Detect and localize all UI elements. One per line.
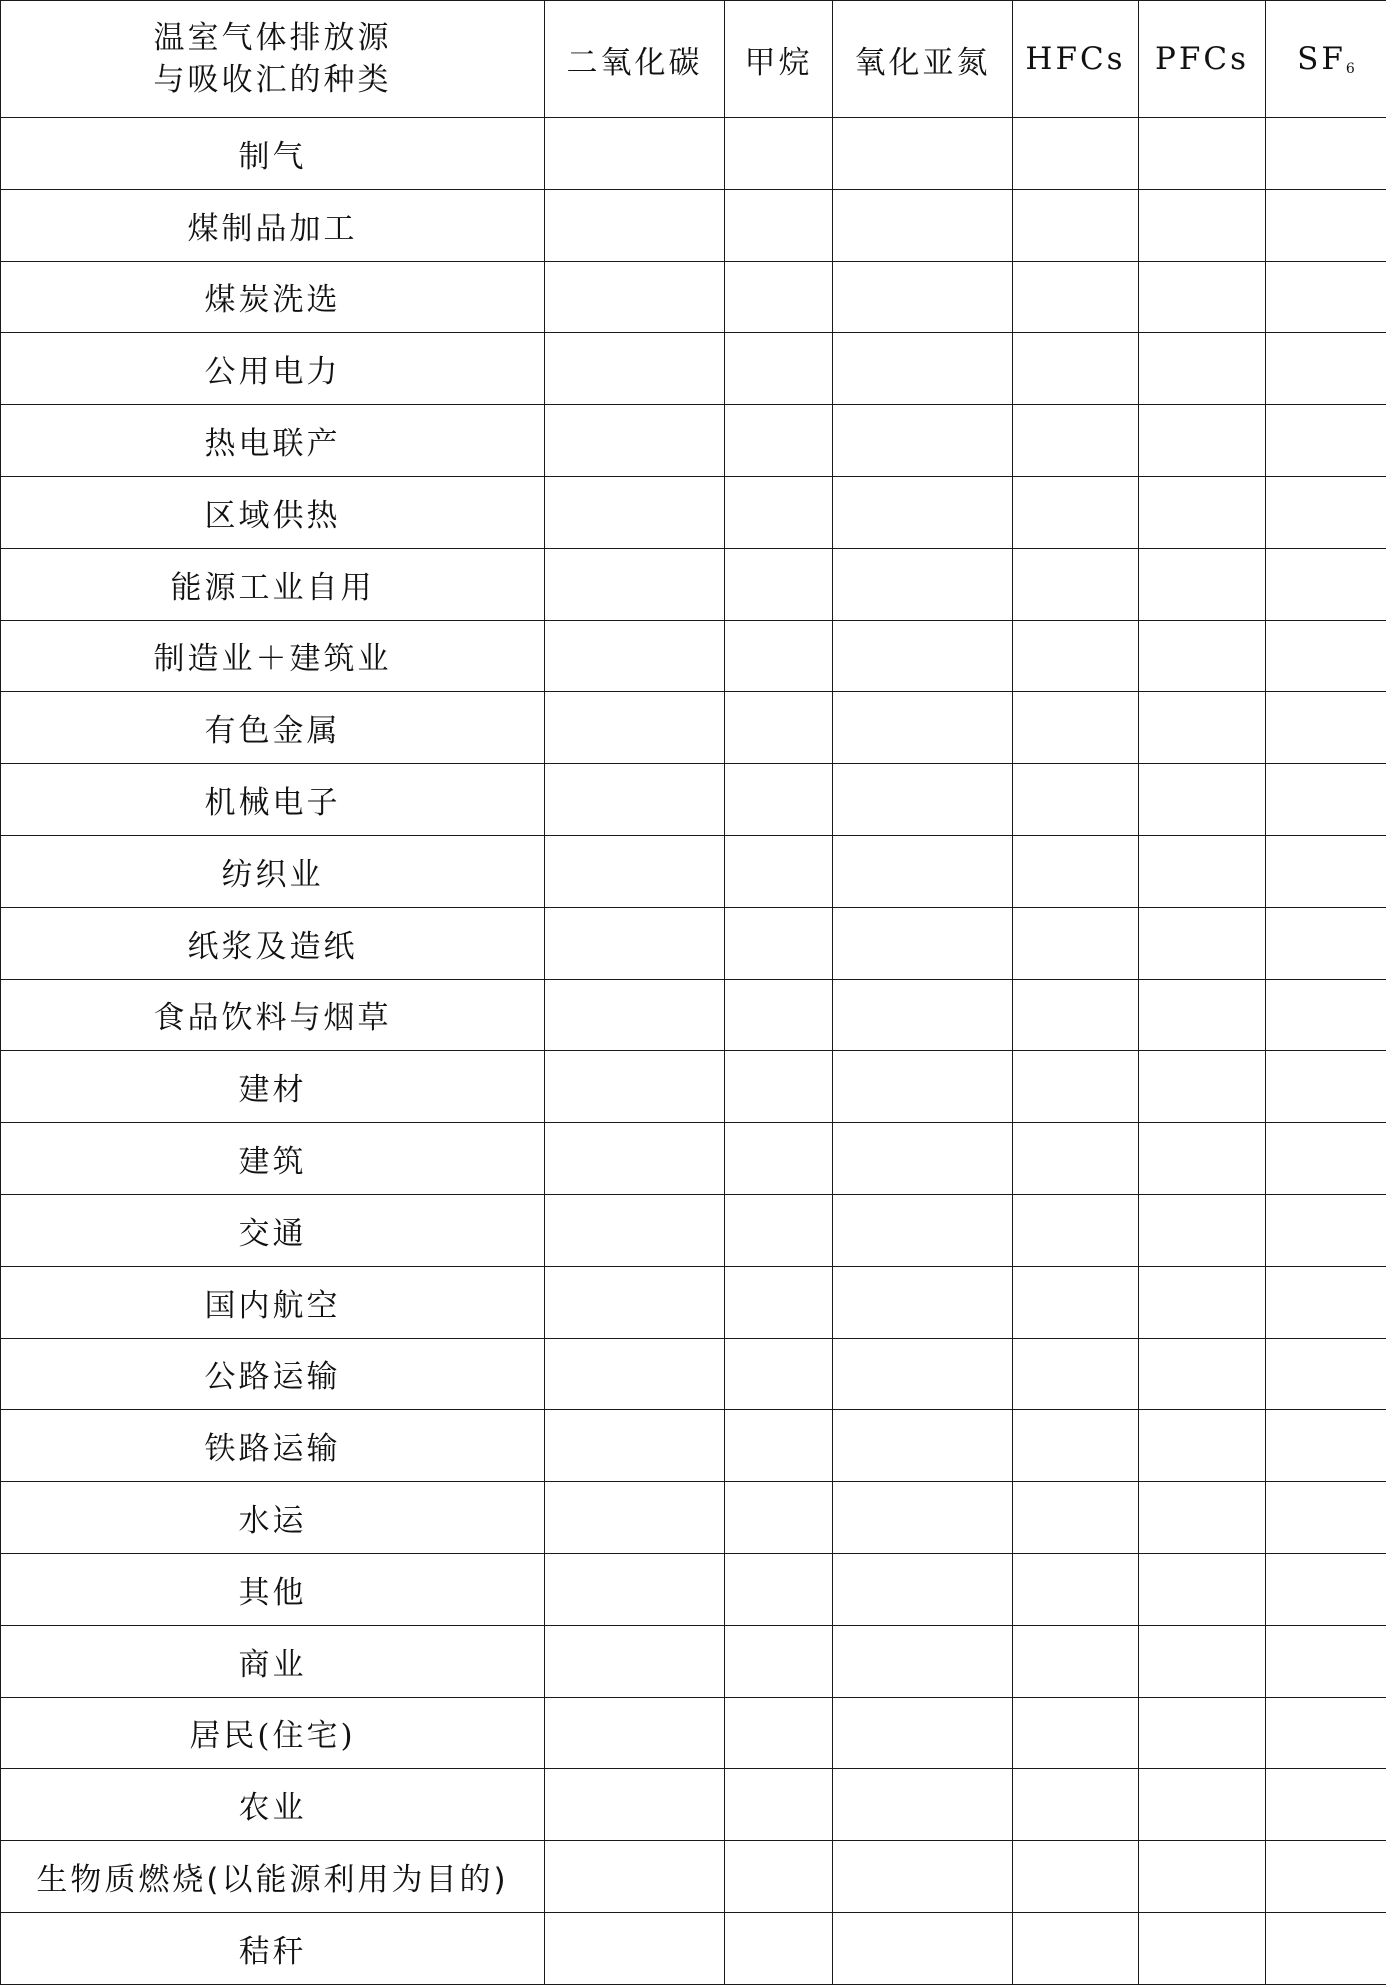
cell-pfcs bbox=[1139, 1841, 1266, 1913]
category-header bbox=[1, 1, 545, 118]
cell-n2o bbox=[833, 1266, 1013, 1338]
cell-n2o bbox=[833, 1841, 1013, 1913]
cell-n2o bbox=[833, 1410, 1013, 1482]
cell-ch4 bbox=[725, 1697, 833, 1769]
cell-co2 bbox=[545, 118, 725, 190]
section-label: 生物质燃烧(以能源利用为目的) bbox=[1, 1841, 545, 1913]
cell-sf6 bbox=[1266, 907, 1386, 979]
cell-ch4 bbox=[725, 1051, 833, 1123]
table-row bbox=[1, 1194, 1386, 1266]
row-label: 有色金属 bbox=[1, 692, 545, 764]
cell-ch4 bbox=[725, 979, 833, 1051]
section-label: 商业 bbox=[1, 1625, 545, 1697]
cell-hfcs bbox=[1013, 333, 1139, 405]
cell-n2o bbox=[833, 189, 1013, 261]
cell-co2 bbox=[545, 1410, 725, 1482]
cell-ch4 bbox=[725, 1338, 833, 1410]
cell-n2o bbox=[833, 979, 1013, 1051]
cell-sf6 bbox=[1266, 1194, 1386, 1266]
cell-co2 bbox=[545, 333, 725, 405]
table-row bbox=[1, 405, 1386, 477]
cell-hfcs bbox=[1013, 692, 1139, 764]
cell-hfcs bbox=[1013, 189, 1139, 261]
cell-co2 bbox=[545, 1625, 725, 1697]
cell-sf6 bbox=[1266, 1482, 1386, 1554]
cell-hfcs bbox=[1013, 1841, 1139, 1913]
cell-pfcs bbox=[1139, 1912, 1266, 1984]
row-label: 煤炭洗选 bbox=[1, 261, 545, 333]
cell-sf6 bbox=[1266, 189, 1386, 261]
row-label: 能源工业自用 bbox=[1, 548, 545, 620]
row-label: 纺织业 bbox=[1, 835, 545, 907]
cell-hfcs bbox=[1013, 1697, 1139, 1769]
cell-ch4 bbox=[725, 1841, 833, 1913]
table-row bbox=[1, 692, 1386, 764]
cell-pfcs bbox=[1139, 1625, 1266, 1697]
cell-co2 bbox=[545, 476, 725, 548]
cell-pfcs bbox=[1139, 118, 1266, 190]
cell-pfcs bbox=[1139, 189, 1266, 261]
cell-sf6 bbox=[1266, 333, 1386, 405]
row-label: 公路运输 bbox=[1, 1338, 545, 1410]
cell-pfcs bbox=[1139, 979, 1266, 1051]
cell-n2o bbox=[833, 405, 1013, 477]
cell-n2o bbox=[833, 835, 1013, 907]
cell-sf6 bbox=[1266, 1051, 1386, 1123]
table-row bbox=[1, 476, 1386, 548]
row-label: 纸浆及造纸 bbox=[1, 907, 545, 979]
cell-ch4 bbox=[725, 405, 833, 477]
cell-co2 bbox=[545, 1553, 725, 1625]
cell-sf6 bbox=[1266, 620, 1386, 692]
cell-pfcs bbox=[1139, 764, 1266, 836]
section-label: 制造业＋建筑业 bbox=[1, 620, 545, 692]
cell-co2 bbox=[545, 692, 725, 764]
cell-ch4 bbox=[725, 476, 833, 548]
cell-pfcs bbox=[1139, 1482, 1266, 1554]
row-label: 机械电子 bbox=[1, 764, 545, 836]
cell-ch4 bbox=[725, 1553, 833, 1625]
table-row bbox=[1, 1051, 1386, 1123]
cell-co2 bbox=[545, 189, 725, 261]
cell-ch4 bbox=[725, 692, 833, 764]
cell-co2 bbox=[545, 620, 725, 692]
table-body bbox=[1, 118, 1386, 1985]
cell-n2o bbox=[833, 1123, 1013, 1195]
cell-co2 bbox=[545, 261, 725, 333]
gas-header-n2o: 氧化亚氮 bbox=[833, 1, 1013, 118]
cell-hfcs bbox=[1013, 1553, 1139, 1625]
cell-co2 bbox=[545, 1123, 725, 1195]
table-row bbox=[1, 764, 1386, 836]
row-label: 建材 bbox=[1, 1051, 545, 1123]
cell-co2 bbox=[545, 1338, 725, 1410]
cell-pfcs bbox=[1139, 1338, 1266, 1410]
table-row bbox=[1, 118, 1386, 190]
row-label: 食品饮料与烟草 bbox=[1, 979, 545, 1051]
cell-ch4 bbox=[725, 333, 833, 405]
cell-pfcs bbox=[1139, 692, 1266, 764]
category-header-line1: 温室气体排放源 bbox=[153, 20, 392, 56]
cell-n2o bbox=[833, 261, 1013, 333]
cell-sf6 bbox=[1266, 1338, 1386, 1410]
cell-n2o bbox=[833, 1338, 1013, 1410]
table-row bbox=[1, 1123, 1386, 1195]
cell-n2o bbox=[833, 764, 1013, 836]
table-row bbox=[1, 1625, 1386, 1697]
header-row bbox=[1, 1, 1386, 118]
cell-co2 bbox=[545, 1697, 725, 1769]
cell-ch4 bbox=[725, 1123, 833, 1195]
row-label: 农业 bbox=[1, 1769, 545, 1841]
cell-hfcs bbox=[1013, 907, 1139, 979]
row-label: 居民(住宅) bbox=[1, 1697, 545, 1769]
category-header-line2: 与吸收汇的种类 bbox=[153, 62, 392, 98]
cell-n2o bbox=[833, 620, 1013, 692]
cell-co2 bbox=[545, 1912, 725, 1984]
cell-hfcs bbox=[1013, 261, 1139, 333]
cell-hfcs bbox=[1013, 1123, 1139, 1195]
row-label: 热电联产 bbox=[1, 405, 545, 477]
gas-header-sf6 bbox=[1266, 1, 1386, 118]
cell-n2o bbox=[833, 1625, 1013, 1697]
row-label: 秸秆 bbox=[1, 1912, 545, 1984]
table-row bbox=[1, 1769, 1386, 1841]
cell-pfcs bbox=[1139, 261, 1266, 333]
cell-hfcs bbox=[1013, 1410, 1139, 1482]
cell-hfcs bbox=[1013, 1482, 1139, 1554]
cell-co2 bbox=[545, 835, 725, 907]
cell-hfcs bbox=[1013, 1051, 1139, 1123]
row-label: 制气 bbox=[1, 118, 545, 190]
cell-pfcs bbox=[1139, 835, 1266, 907]
row-label: 其他 bbox=[1, 1553, 545, 1625]
cell-sf6 bbox=[1266, 405, 1386, 477]
cell-pfcs bbox=[1139, 548, 1266, 620]
cell-co2 bbox=[545, 979, 725, 1051]
table-row bbox=[1, 333, 1386, 405]
cell-pfcs bbox=[1139, 1051, 1266, 1123]
table-row bbox=[1, 1266, 1386, 1338]
cell-sf6 bbox=[1266, 118, 1386, 190]
cell-n2o bbox=[833, 1769, 1013, 1841]
cell-n2o bbox=[833, 476, 1013, 548]
table-row bbox=[1, 1697, 1386, 1769]
cell-pfcs bbox=[1139, 1769, 1266, 1841]
cell-co2 bbox=[545, 1769, 725, 1841]
cell-hfcs bbox=[1013, 1338, 1139, 1410]
cell-hfcs bbox=[1013, 764, 1139, 836]
cell-hfcs bbox=[1013, 405, 1139, 477]
table-row bbox=[1, 1338, 1386, 1410]
cell-sf6 bbox=[1266, 1410, 1386, 1482]
row-label: 国内航空 bbox=[1, 1266, 545, 1338]
cell-sf6 bbox=[1266, 1123, 1386, 1195]
cell-co2 bbox=[545, 907, 725, 979]
row-label: 区域供热 bbox=[1, 476, 545, 548]
cell-n2o bbox=[833, 333, 1013, 405]
cell-sf6 bbox=[1266, 835, 1386, 907]
gas-header-pfcs: PFCs bbox=[1139, 1, 1266, 118]
cell-pfcs bbox=[1139, 405, 1266, 477]
cell-hfcs bbox=[1013, 548, 1139, 620]
cell-sf6 bbox=[1266, 1841, 1386, 1913]
cell-ch4 bbox=[725, 1912, 833, 1984]
cell-n2o bbox=[833, 548, 1013, 620]
cell-ch4 bbox=[725, 548, 833, 620]
table-row bbox=[1, 1482, 1386, 1554]
cell-sf6 bbox=[1266, 1266, 1386, 1338]
cell-ch4 bbox=[725, 1769, 833, 1841]
cell-pfcs bbox=[1139, 1410, 1266, 1482]
cell-hfcs bbox=[1013, 118, 1139, 190]
table-row bbox=[1, 548, 1386, 620]
cell-n2o bbox=[833, 907, 1013, 979]
cell-ch4 bbox=[725, 261, 833, 333]
cell-co2 bbox=[545, 1841, 725, 1913]
cell-n2o bbox=[833, 1194, 1013, 1266]
row-label: 公用电力 bbox=[1, 333, 545, 405]
table-row bbox=[1, 1841, 1386, 1913]
row-label: 水运 bbox=[1, 1482, 545, 1554]
cell-co2 bbox=[545, 405, 725, 477]
cell-sf6 bbox=[1266, 1769, 1386, 1841]
cell-sf6 bbox=[1266, 1912, 1386, 1984]
cell-sf6 bbox=[1266, 1625, 1386, 1697]
cell-pfcs bbox=[1139, 333, 1266, 405]
cell-hfcs bbox=[1013, 1266, 1139, 1338]
cell-pfcs bbox=[1139, 1553, 1266, 1625]
cell-pfcs bbox=[1139, 1266, 1266, 1338]
row-label: 煤制品加工 bbox=[1, 189, 545, 261]
gas-header-co2: 二氧化碳 bbox=[545, 1, 725, 118]
table-row bbox=[1, 1553, 1386, 1625]
cell-sf6 bbox=[1266, 764, 1386, 836]
gas-header-sf6-subscript: 6 bbox=[1345, 61, 1355, 77]
cell-n2o bbox=[833, 118, 1013, 190]
cell-co2 bbox=[545, 764, 725, 836]
cell-co2 bbox=[545, 1194, 725, 1266]
cell-n2o bbox=[833, 692, 1013, 764]
cell-ch4 bbox=[725, 1266, 833, 1338]
table-row bbox=[1, 835, 1386, 907]
section-label: 交通 bbox=[1, 1194, 545, 1266]
cell-sf6 bbox=[1266, 548, 1386, 620]
cell-hfcs bbox=[1013, 1912, 1139, 1984]
cell-pfcs bbox=[1139, 907, 1266, 979]
cell-n2o bbox=[833, 1482, 1013, 1554]
cell-hfcs bbox=[1013, 979, 1139, 1051]
cell-ch4 bbox=[725, 189, 833, 261]
cell-hfcs bbox=[1013, 1769, 1139, 1841]
row-label: 铁路运输 bbox=[1, 1410, 545, 1482]
cell-hfcs bbox=[1013, 1194, 1139, 1266]
table-row bbox=[1, 907, 1386, 979]
cell-ch4 bbox=[725, 1194, 833, 1266]
cell-ch4 bbox=[725, 118, 833, 190]
table-row bbox=[1, 261, 1386, 333]
cell-ch4 bbox=[725, 1410, 833, 1482]
cell-co2 bbox=[545, 1266, 725, 1338]
gas-header-sf6-base: SF bbox=[1297, 41, 1346, 77]
table-row bbox=[1, 189, 1386, 261]
cell-hfcs bbox=[1013, 835, 1139, 907]
row-label: 建筑 bbox=[1, 1123, 545, 1195]
cell-hfcs bbox=[1013, 476, 1139, 548]
table-row bbox=[1, 1912, 1386, 1984]
gas-header-ch4: 甲烷 bbox=[725, 1, 833, 118]
cell-co2 bbox=[545, 1482, 725, 1554]
cell-ch4 bbox=[725, 835, 833, 907]
cell-ch4 bbox=[725, 764, 833, 836]
cell-pfcs bbox=[1139, 1194, 1266, 1266]
cell-n2o bbox=[833, 1553, 1013, 1625]
cell-sf6 bbox=[1266, 476, 1386, 548]
cell-n2o bbox=[833, 1051, 1013, 1123]
cell-hfcs bbox=[1013, 620, 1139, 692]
cell-pfcs bbox=[1139, 476, 1266, 548]
gas-header-hfcs: HFCs bbox=[1013, 1, 1139, 118]
cell-ch4 bbox=[725, 907, 833, 979]
cell-sf6 bbox=[1266, 1553, 1386, 1625]
cell-n2o bbox=[833, 1912, 1013, 1984]
cell-pfcs bbox=[1139, 1123, 1266, 1195]
cell-ch4 bbox=[725, 620, 833, 692]
cell-sf6 bbox=[1266, 692, 1386, 764]
cell-co2 bbox=[545, 1051, 725, 1123]
cell-co2 bbox=[545, 548, 725, 620]
cell-n2o bbox=[833, 1697, 1013, 1769]
cell-ch4 bbox=[725, 1625, 833, 1697]
table-row bbox=[1, 979, 1386, 1051]
cell-sf6 bbox=[1266, 1697, 1386, 1769]
cell-pfcs bbox=[1139, 1697, 1266, 1769]
cell-sf6 bbox=[1266, 979, 1386, 1051]
cell-pfcs bbox=[1139, 620, 1266, 692]
cell-ch4 bbox=[725, 1482, 833, 1554]
table-row bbox=[1, 1410, 1386, 1482]
cell-sf6 bbox=[1266, 261, 1386, 333]
cell-hfcs bbox=[1013, 1625, 1139, 1697]
table-row bbox=[1, 620, 1386, 692]
